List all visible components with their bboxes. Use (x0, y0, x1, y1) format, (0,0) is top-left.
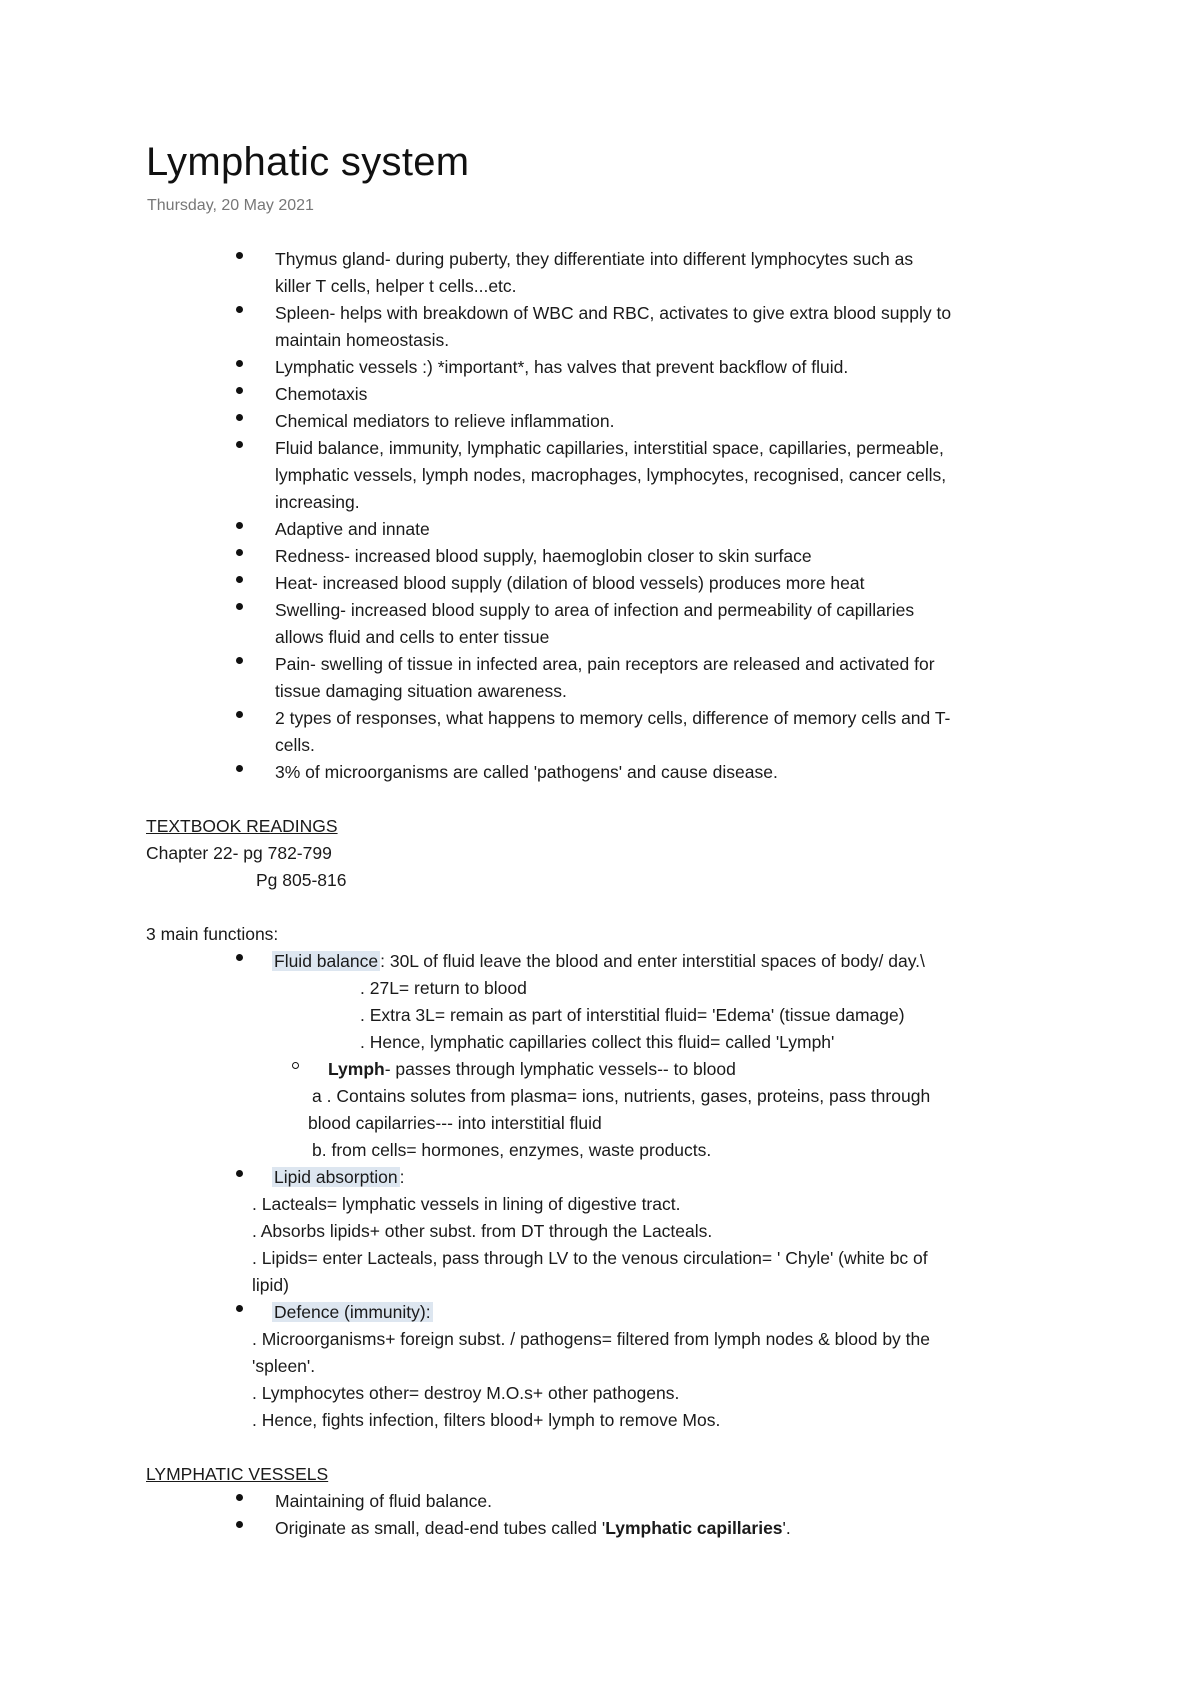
list-item-continuation: increasing. (275, 492, 360, 512)
sub-bullet-circle (292, 1062, 299, 1069)
bullet-dot (236, 954, 243, 961)
bullet-dot (236, 549, 243, 556)
fluid-balance-text: : 30L of fluid leave the blood and enter interstitial spaces of body/ day.\ (380, 951, 925, 971)
lipid-detail: . Lacteals= lymphatic vessels in lining of digestive tract. (252, 1194, 681, 1214)
vessels-heading: LYMPHATIC VESSELS (146, 1464, 329, 1484)
bullet-dot (236, 711, 243, 718)
list-item: 2 types of responses, what happens to memory cells, difference of memory cells and T- (275, 708, 951, 728)
bullet-dot (236, 414, 243, 421)
vessels-text-pre: Originate as small, dead-end tubes called ' (275, 1518, 606, 1538)
list-item-continuation: tissue damaging situation awareness. (275, 681, 567, 701)
list-item: Chemotaxis (275, 384, 368, 404)
lymph-item (328, 1058, 736, 1080)
highlight-lipid-absorption: Lipid absorption (274, 1167, 398, 1187)
defence-detail: . Lymphocytes other= destroy M.O.s+ other pathogens. (252, 1383, 680, 1403)
list-item: Chemical mediators to relieve inflammation. (275, 411, 615, 431)
page-date: Thursday, 20 May 2021 (147, 197, 314, 214)
list-item: Fluid balance, immunity, lymphatic capillaries, interstitial space, capillaries, permeable, (275, 438, 944, 458)
bullet-dot (236, 657, 243, 664)
bullet-dot (236, 252, 243, 259)
defence-detail: . Hence, fights infection, filters blood+ lymph to remove Mos. (252, 1410, 721, 1430)
bullet-dot (236, 360, 243, 367)
textbook-pages: Pg 805-816 (256, 870, 347, 890)
list-item: Thymus gland- during puberty, they differentiate into different lymphocytes such as (275, 249, 914, 269)
list-item: Swelling- increased blood supply to area of infection and permeability of capillaries (275, 600, 915, 620)
list-item: Spleen- helps with breakdown of WBC and RBC, activates to give extra blood supply to (275, 303, 952, 323)
page-title: Lymphatic system (146, 140, 470, 184)
lipid-detail: lipid) (252, 1275, 289, 1295)
bullet-dot (236, 1305, 243, 1312)
bullet-dot (236, 1521, 243, 1528)
bullet-dot (236, 603, 243, 610)
defence-detail: 'spleen'. (252, 1356, 316, 1376)
bullet-dot (236, 306, 243, 313)
bullet-dot (236, 576, 243, 583)
list-item: Pain- swelling of tissue in infected area, pain receptors are released and activated for (275, 654, 935, 674)
bullet-dot (236, 765, 243, 772)
list-item: Redness- increased blood supply, haemoglobin closer to skin surface (275, 546, 812, 566)
lymphatic-capillaries-term: Lymphatic capillaries (605, 1518, 783, 1538)
bullet-dot (236, 1170, 243, 1177)
bullet-dot (236, 387, 243, 394)
vessels-text-post: '. (782, 1518, 791, 1538)
bullet-dot (236, 441, 243, 448)
lymph-detail: blood capilarries--- into interstitial fluid (308, 1113, 602, 1133)
lipid-absorption-item (272, 1166, 404, 1188)
list-item: Heat- increased blood supply (dilation of blood vessels) produces more heat (275, 573, 865, 593)
lymph-label: Lymph (328, 1059, 385, 1079)
list-item (275, 1517, 791, 1539)
lipid-colon: : (399, 1167, 405, 1187)
list-item: Maintaining of fluid balance. (275, 1491, 492, 1511)
lymph-detail: b. from cells= hormones, enzymes, waste products. (312, 1140, 712, 1160)
list-item: 3% of microorganisms are called 'pathogens' and cause disease. (275, 762, 778, 782)
lymph-text: - passes through lymphatic vessels-- to blood (384, 1059, 736, 1079)
fluid-sub-item: . 27L= return to blood (360, 978, 527, 998)
list-item-continuation: maintain homeostasis. (275, 330, 450, 350)
defence-item (272, 1301, 433, 1323)
lipid-detail: . Lipids= enter Lacteals, pass through LV to the venous circulation= ' Chyle' (white bc of (252, 1248, 928, 1268)
textbook-heading: TEXTBOOK READINGS (146, 816, 338, 836)
list-item-continuation: allows fluid and cells to enter tissue (275, 627, 550, 647)
lipid-detail: . Absorbs lipids+ other subst. from DT through the Lacteals. (252, 1221, 713, 1241)
list-item-continuation: killer T cells, helper t cells...etc. (275, 276, 517, 296)
list-item-continuation: lymphatic vessels, lymph nodes, macrophages, lymphocytes, recognised, cancer cells, (275, 465, 947, 485)
lymph-detail: a . Contains solutes from plasma= ions, nutrients, gases, proteins, pass through (312, 1086, 931, 1106)
list-item: Lymphatic vessels :) *important*, has valves that prevent backflow of fluid. (275, 357, 849, 377)
defence-detail: . Microorganisms+ foreign subst. / pathogens= filtered from lymph nodes & blood by the (252, 1329, 930, 1349)
list-item-continuation: cells. (275, 735, 315, 755)
fluid-balance-item (272, 950, 925, 972)
list-item: Adaptive and innate (275, 519, 430, 539)
functions-heading: 3 main functions: (146, 924, 279, 944)
bullet-dot (236, 522, 243, 529)
fluid-sub-item: . Hence, lymphatic capillaries collect this fluid= called 'Lymph' (360, 1032, 835, 1052)
fluid-sub-item: . Extra 3L= remain as part of interstitial fluid= 'Edema' (tissue damage) (360, 1005, 905, 1025)
highlight-fluid-balance: Fluid balance (274, 951, 379, 971)
highlight-defence: Defence (immunity): (274, 1302, 431, 1322)
bullet-dot (236, 1494, 243, 1501)
textbook-chapter: Chapter 22- pg 782-799 (146, 843, 332, 863)
